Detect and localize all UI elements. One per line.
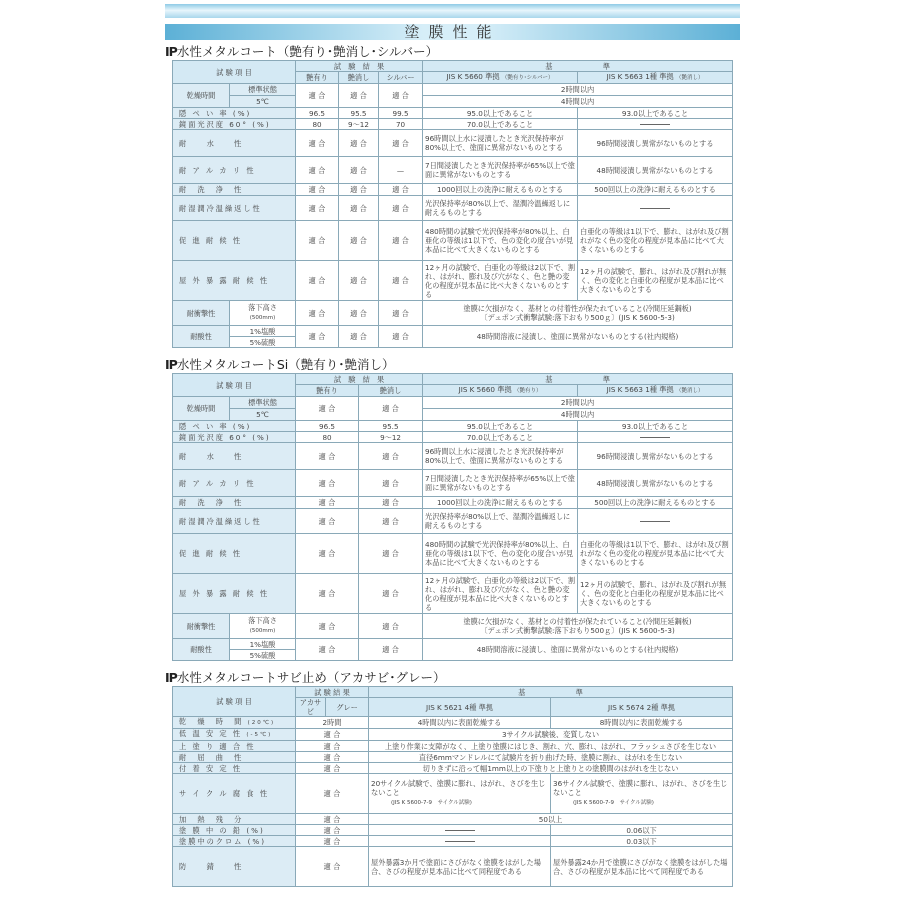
section-title-2: IP水性メタルコートSi（艶有り･艶消し）: [165, 357, 395, 372]
table-row: 耐衝撃性 落下高さ (500mm) 適 合 適 合 適 合 塗膜に欠損がなく、基材との付着性が保たれていること(冷間圧延鋼板) 〔デュポン式衝撃試験:落下おもり500ｇ〕(JIS K 5600-5-3): [173, 301, 733, 326]
table-row: 耐酸性 1%塩酸 適 合 適 合 48時間溶液に浸漬し、塗面に異常がないものとする(社内規格): [173, 639, 733, 650]
header-item: 試 験 項 目: [173, 374, 296, 397]
table-row: 耐湿潤冷温繰返し性 適 合 適 合 適 合 光沢保持率が80%以上で、湿潤冷温繰返しに耐えるものとする: [173, 196, 733, 221]
section-title-3: IP水性メタルコートサビ止め（アカサビ･グレー）: [165, 670, 446, 685]
col-silver: シルバー: [379, 72, 423, 84]
page-title: 塗膜性能: [404, 23, 501, 41]
table-row: 防 錆 性 適 合 屋外暴露3か月で塗面にさびがなく塗膜をはがした場合、さびの程度が見本品に比べて同程度である 屋外暴露24か月で塗膜にさびがなく塗膜をはがした場合、さびの程度が見本品に比べて同程度である: [173, 847, 733, 887]
table-row: 耐 ア ル カ リ 性 適 合 適 合 — 7日間浸漬したとき光沢保持率が65%以上で塗面に異常がないものとする 48時間浸漬し異常がないものとする: [173, 157, 733, 184]
header-item: 試 験 項 目: [173, 687, 296, 717]
table-row: 乾 燥 時 間 (20℃) 2時間 4時間以内に表面乾燥する 8時間以内に表面乾燥する: [173, 717, 733, 729]
ip-logo-icon: IP: [165, 357, 177, 372]
top-decorative-band: [165, 4, 740, 18]
table-row: 付 着 安 定 性 適 合 切りきずに沿って幅1mm以上の下塗りと上塗りとの塗膜間のはがれを生じない: [173, 763, 733, 774]
section-title-1: IP水性メタルコート（艶有り･艶消し･シルバー）: [165, 44, 439, 59]
header-results: 試 験 結 果: [296, 374, 423, 385]
col-std2: JIS K 5674 2種 準拠: [551, 698, 733, 717]
table-row: 乾燥時間 標準状態 適 合 適 合 適 合 2時間以内: [173, 84, 733, 96]
col-gloss: 艶有り: [296, 385, 359, 397]
table-row: 隠 ペ い 率 (%) 96.5 95.5 95.0以上であること 93.0以上であること: [173, 421, 733, 432]
header-results: 試 験 結 果: [296, 687, 369, 698]
table-row: 塗膜中のクロム (%) 適 合 0.03以下: [173, 836, 733, 847]
table-row: 耐 ア ル カ リ 性 適 合 適 合 7日間浸漬したとき光沢保持率が65%以上で塗面に異常がないものとする 48時間浸漬し異常がないものとする: [173, 470, 733, 497]
dash: [640, 208, 670, 209]
table-row: 5℃ 4時間以内: [173, 96, 733, 108]
col-matte: 艶消し: [359, 385, 423, 397]
col-std1: JIS K 5621 4種 準拠: [369, 698, 551, 717]
table-row: 塗 膜 中 の 鉛 (%) 適 合 0.06以下: [173, 825, 733, 836]
col-gloss: 艶有り: [296, 72, 339, 84]
table-row: 乾燥時間 標準状態 適 合 適 合 2時間以内: [173, 397, 733, 409]
table-row: 上 塗 り 適 合 性 適 合 上塗り作業に支障がなく、上塗り塗膜にはじき、割れ、穴、膨れ、はがれ、フラッシュさびを生じない: [173, 741, 733, 752]
header-results: 試 験 結 果: [296, 61, 423, 72]
col-std1: JIS K 5660 準拠 （艶有り）: [423, 385, 578, 397]
col-matte: 艶消し: [339, 72, 379, 84]
dash: [445, 841, 475, 842]
table-row: 低 温 安 定 性 (-5℃) 適 合 3サイクル試験後、変質しない: [173, 729, 733, 741]
spec-table-3: [172, 686, 733, 887]
table-row: 鏡面光沢度 60° (%) 80 9〜12 70.0以上であること: [173, 432, 733, 443]
table-row: サ イ ク ル 腐 食 性 適 合 20サイクル試験で、塗膜に膨れ、はがれ、さびを生じないこと (JIS K 5600-7-9 サイクル試験) 36サイクル試験で、塗膜に膨れ、はがれ、さびを生じないこと (JIS K 5600-7-9 サイクル試験): [173, 774, 733, 814]
col-gray: グレー: [326, 698, 369, 717]
col-std2: JIS K 5663 1種 準拠 （艶消し）: [578, 72, 733, 84]
col-std1: JIS K 5660 準拠 （艶有り･シルバー）: [423, 72, 578, 84]
header-standard: 基 準: [423, 374, 733, 385]
spec-table-1: 試 験 項 目 試 験 結 果 基 準 艶有り 艶消し シルバー JIS K 5660 準拠 （艶有り･シルバー） JIS K 5663 1種 準拠 （艶消し） 乾燥時間 標準状態 適 合 適 合 適 合 2時間以内 5℃ 4時間以内 隠 ペ い 率 (%) 96.5 95.5 99.5 95.0以上であること 93.0以上であること 鏡面光沢度 60° (%) 80 9〜12 70 70.0以上であること 耐 水 性 適 合 適 合 適 合 96時間以上水に浸漬したとき光沢保持率が80%以上で、塗面に異常がないものとする 96時間浸漬し異常がないものとする 耐 ア ル カ リ 性 適 合 適 合 — 7日間浸漬したとき光沢保持率が65%以上で塗面に異常がないものとする 48時間浸漬し異常がないものとする 耐 洗 浄 性 適 合 適 合 適 合 1000回以上の洗浄に耐えるものとする 500回以上の洗浄に耐えるものとする 耐湿潤冷温繰返し性 適 合 適 合 適 合 光沢保持率が80%以上で、湿潤冷温繰返しに耐えるものとする 促 進 耐 候 性 適 合 適 合 適 合 480時間の試験で光沢保持率が80%以上、白亜化の等級は1以下で、色の変化の度合いが見本品に比べて大きくないものとする 白亜化の等級は1以下で、膨れ、はがれ及び割れがなく色の変化の程度が見本品に比べて大きくないものとする 屋 外 暴 露 耐 候 性 適 合 適 合 適 合 12ヶ月の試験で、白亜化の等級は2以下で、割れ、はがれ、膨れ及び穴がなく、色と艶の変化の程度が見本品に比べ大きくないものとする 12ヶ月の試験で、膨れ、はがれ及び割れが無く、色の変化と白亜化の程度が見本品に比べ大きくないものとする 耐衝撃性 落下高さ (500mm) 適 合 適 合 適 合 塗膜に欠損がなく、基材との付着性が保たれていること(冷間圧延鋼板) 〔デュポン式衝撃試験:落下おもり500ｇ〕(JIS K 5600-5-3) 耐酸性 1%塩酸 適 合 適 合 適 合 48時間溶液に浸漬し、塗面に異常がないものとする(社内規格) 5%硫酸: [172, 60, 733, 348]
ip-logo-icon: IP: [165, 670, 177, 685]
header-standard: 基 準: [369, 687, 733, 698]
table-row: 耐湿潤冷温繰返し性 適 合 適 合 光沢保持率が80%以上で、湿潤冷温繰返しに耐えるものとする: [173, 509, 733, 534]
table-row: 促 進 耐 候 性 適 合 適 合 480時間の試験で光沢保持率が80%以上、白亜化の等級は1以下で、色の変化の度合いが見本品に比べて大きくないものとする 白亜化の等級は1以下で、膨れ、はがれ及び割れがなく色の変化の程度が見本品に比べて大きくないものとする: [173, 534, 733, 574]
ip-logo-icon: IP: [165, 44, 177, 59]
table-row: 加 熱 残 分 適 合 50以上: [173, 814, 733, 825]
table-row: 耐 水 性 適 合 適 合 96時間以上水に浸漬したとき光沢保持率が80%以上で、塗面に異常がないものとする 96時間浸漬し異常がないものとする: [173, 443, 733, 470]
col-std2: JIS K 5663 1種 準拠 （艶消し）: [578, 385, 733, 397]
table-row: 耐 水 性 適 合 適 合 適 合 96時間以上水に浸漬したとき光沢保持率が80%以上で、塗面に異常がないものとする 96時間浸漬し異常がないものとする: [173, 130, 733, 157]
table-row: 耐衝撃性 落下高さ (500mm) 適 合 適 合 塗膜に欠損がなく、基材との付着性が保たれていること(冷間圧延鋼板) 〔デュポン式衝撃試験:落下おもり500ｇ〕(JIS K 5600-5-3): [173, 614, 733, 639]
table-row: 耐酸性 1%塩酸 適 合 適 合 適 合 48時間溶液に浸漬し、塗面に異常がないものとする(社内規格): [173, 326, 733, 337]
table-row: 屋 外 暴 露 耐 候 性 適 合 適 合 適 合 12ヶ月の試験で、白亜化の等級は2以下で、割れ、はがれ、膨れ及び穴がなく、色と艶の変化の程度が見本品に比べ大きくないものとする 12ヶ月の試験で、膨れ、はがれ及び割れが無く、色の変化と白亜化の程度が見本品に比べ大きくないものとする: [173, 261, 733, 301]
table-row: 耐 屈 曲 性 適 合 直径6mmマンドレルにて試験片を折り曲げた時、塗膜に割れ、はがれを生じない: [173, 752, 733, 763]
table-row: 耐 洗 浄 性 適 合 適 合 1000回以上の洗浄に耐えるものとする 500回以上の洗浄に耐えるものとする: [173, 497, 733, 509]
table-row: 屋 外 暴 露 耐 候 性 適 合 適 合 12ヶ月の試験で、白亜化の等級は2以下で、割れ、はがれ、膨れ及び穴がなく、色と艶の変化の程度が見本品に比べ大きくないものとする 12ヶ月の試験で、膨れ、はがれ及び割れが無く、色の変化と白亜化の程度が見本品に比べ大きくないものとする: [173, 574, 733, 614]
table-row: 隠 ペ い 率 (%) 96.5 95.5 99.5 95.0以上であること 93.0以上であること: [173, 108, 733, 119]
table-row: 促 進 耐 候 性 適 合 適 合 適 合 480時間の試験で光沢保持率が80%以上、白亜化の等級は1以下で、色の変化の度合いが見本品に比べて大きくないものとする 白亜化の等級は1以下で、膨れ、はがれ及び割れがなく色の変化の程度が見本品に比べて大きくないものとする: [173, 221, 733, 261]
table-row: 5℃ 4時間以内: [173, 409, 733, 421]
table-row: 鏡面光沢度 60° (%) 80 9〜12 70 70.0以上であること: [173, 119, 733, 130]
dash: [640, 124, 670, 125]
header-standard: 基 準: [423, 61, 733, 72]
spec-table-2: 試 験 項 目 試 験 結 果 基 準 艶有り 艶消し JIS K 5660 準拠 （艶有り） JIS K 5663 1種 準拠 （艶消し） 乾燥時間 標準状態 適 合 適 合 2時間以内 5℃ 4時間以内 隠 ペ い 率 (%) 96.5 95.5 95.0以上であること 93.0以上であること 鏡面光沢度 60° (%) 80 9〜12 70.0以上であること 耐 水 性 適 合 適 合 96時間以上水に浸漬したとき光沢保持率が80%以上で、塗面に異常がないものとする 96時間浸漬し異常がないものとする 耐 ア ル カ リ 性 適 合 適 合 7日間浸漬したとき光沢保持率が65%以上で塗面に異常がないものとする 48時間浸漬し異常がないものとする 耐 洗 浄 性 適 合 適 合 1000回以上の洗浄に耐えるものとする 500回以上の洗浄に耐えるものとする 耐湿潤冷温繰返し性 適 合 適 合 光沢保持率が80%以上で、湿潤冷温繰返しに耐えるものとする 促 進 耐 候 性 適 合 適 合 480時間の試験で光沢保持率が80%以上、白亜化の等級は1以下で、色の変化の度合いが見本品に比べて大きくないものとする 白亜化の等級は1以下で、膨れ、はがれ及び割れがなく色の変化の程度が見本品に比べて大きくないものとする 屋 外 暴 露 耐 候 性 適 合 適 合 12ヶ月の試験で、白亜化の等級は2以下で、割れ、はがれ、膨れ及び穴がなく、色と艶の変化の程度が見本品に比べ大きくないものとする 12ヶ月の試験で、膨れ、はがれ及び割れが無く、色の変化と白亜化の程度が見本品に比べ大きくないものとする 耐衝撃性 落下高さ (500mm) 適 合 適 合 塗膜に欠損がなく、基材との付着性が保たれていること(冷間圧延鋼板) 〔デュポン式衝撃試験:落下おもり500ｇ〕(JIS K 5600-5-3) 耐酸性 1%塩酸 適 合 適 合 48時間溶液に浸漬し、塗面に異常がないものとする(社内規格) 5%硫酸: [172, 373, 733, 661]
col-red-rust: アカサビ: [296, 698, 326, 717]
header-item: 試 験 項 目: [173, 61, 296, 84]
dash: [445, 830, 475, 831]
table-row: 耐 洗 浄 性 適 合 適 合 適 合 1000回以上の洗浄に耐えるものとする 500回以上の洗浄に耐えるものとする: [173, 184, 733, 196]
dash: [640, 521, 670, 522]
dash: [640, 437, 670, 438]
